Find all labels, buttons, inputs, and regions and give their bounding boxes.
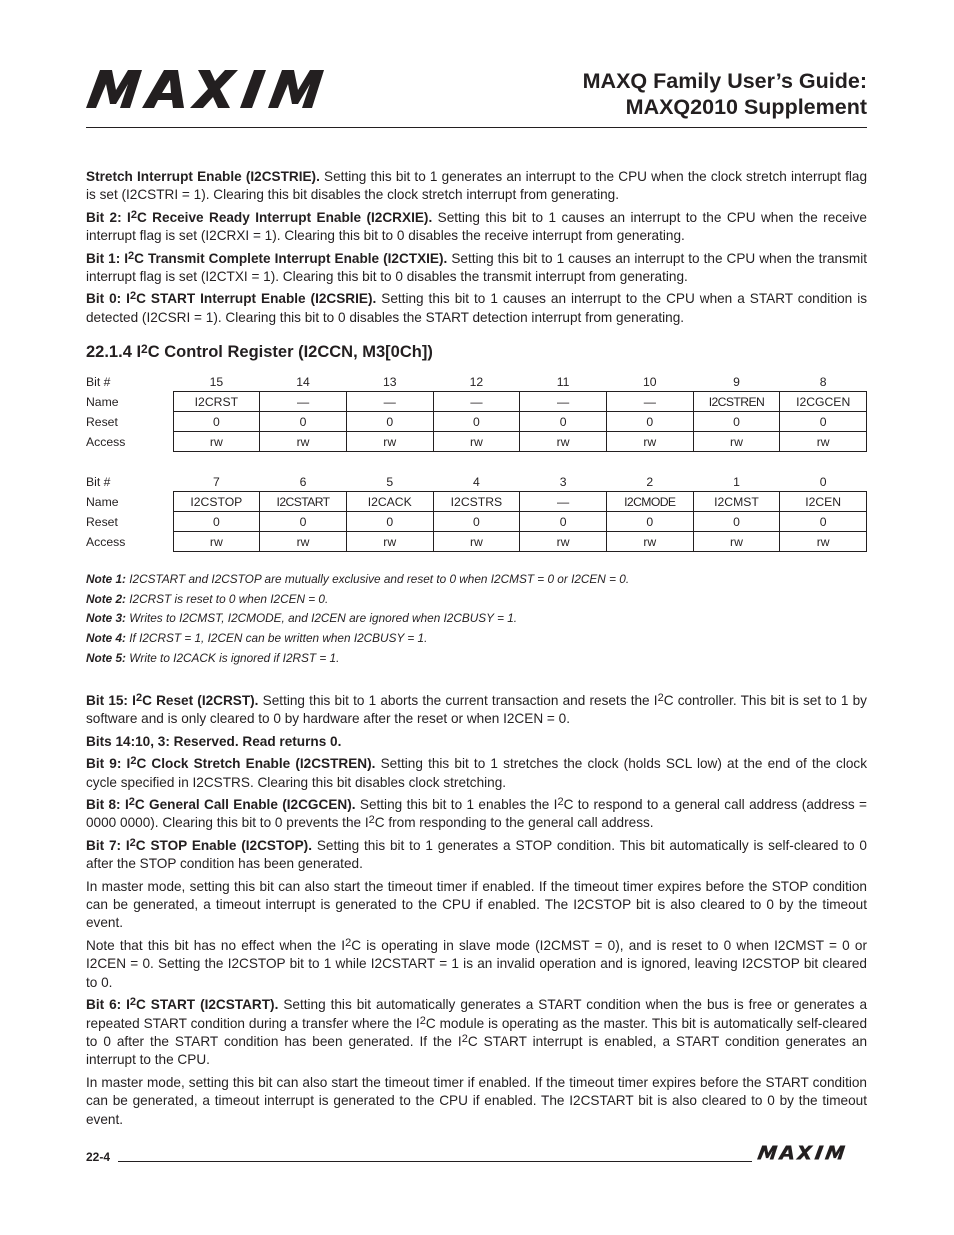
title-line-2: MAXQ2010 Supplement (625, 95, 867, 119)
access-value: rw (433, 532, 520, 552)
access-value: rw (780, 532, 867, 552)
row-label: Name (86, 394, 119, 409)
paragraph-lead: Stretch Interrupt Enable (I2CSTRIE). (86, 169, 320, 184)
bit-number: 13 (382, 374, 397, 389)
paragraph-bit6: Bit 6: $I^2C$ START (I2CSTART). Setting this bit automatically generates a START condition when the bus is free or generates a repeated START condition during a transfer where the $I^2C$ module is operating as the master. This bit is automatically self-cleared to 0 after the START condition has been generated. If the $I^2C$ START interrupt is enabled, a START condition generates an interrupt to the CPU. (86, 996, 868, 1068)
paragraph-lead: Bit 0: $I^2C$ START Interrupt Enable (I2CSRIE). (86, 290, 377, 307)
bit-name: — (346, 392, 433, 412)
row-label: Bit # (86, 374, 111, 389)
interrupt-enable-descriptions (86, 168, 867, 331)
bit-name: — (520, 392, 607, 412)
access-value: rw (693, 532, 780, 552)
row-label: Access (86, 434, 126, 449)
reset-row (86, 412, 867, 432)
paragraph-bit9: Bit 9: $I^2C$ Clock Stretch Enable (I2CSTREN). Setting this bit to 1 stretches the clock (holds SCL low) at the end of the clock cycle specified in I2CSTRS. Clearing this bit disables clock stretching. (86, 755, 868, 790)
bit-name: I2CMODE (606, 492, 693, 512)
register-table-lower (86, 472, 867, 552)
bit-number: 6 (299, 474, 307, 489)
bit-number: 2 (646, 474, 654, 489)
bit-name: I2CRST (173, 392, 260, 412)
bit-name: I2CSTRS (433, 492, 520, 512)
bit-name: I2CSTART (260, 492, 347, 512)
row-label: Reset (86, 414, 118, 429)
access-value: rw (520, 432, 607, 452)
reset-value: 0 (260, 412, 347, 432)
bit-descriptions (86, 692, 867, 1133)
access-value: rw (173, 432, 260, 452)
bit-number: 1 (733, 474, 740, 489)
bit-name: — (606, 392, 693, 412)
access-value: rw (260, 532, 347, 552)
paragraph-bit2 (86, 209, 867, 246)
register-table-upper (86, 372, 867, 452)
header-rule (86, 127, 867, 128)
bit-number: 12 (469, 374, 484, 389)
bit-number: 15 (209, 374, 224, 389)
bit-name: I2CMST (693, 492, 780, 512)
section-heading: 22.1.4 $I^2C$ Control Register (I2CCN, M3[0Ch]) (86, 342, 433, 361)
document-title (583, 68, 867, 120)
reset-value: 0 (780, 412, 867, 432)
bit-number: 3 (559, 474, 567, 489)
access-value: rw (606, 432, 693, 452)
reset-value: 0 (606, 512, 693, 532)
paragraph-bit1 (86, 250, 867, 287)
bit-name: I2CGCEN (780, 392, 867, 412)
bit-name: — (433, 392, 520, 412)
paragraph-bit6-timeout: In master mode, setting this bit can also start the timeout timer if enabled. If the timeout timer expires before the START condition can be generated, a timeout interrupt is generated to the CPU if enabled. The I2CSTART bit is also cleared to 0 by the timeout event. (86, 1074, 867, 1127)
reset-value: 0 (173, 412, 260, 432)
bit-number: 5 (386, 474, 394, 489)
paragraph-bit15: Bit 15: $I^2C$ Reset (I2CRST). Setting this bit to 1 aborts the current transaction and resets the $I^2C$ controller. This bit is set to 1 by software and is only cleared to 0 by hardware after the reset or when I2CEN = 0. (86, 692, 867, 727)
note-4: Note 4: If I2CRST = 1, I2CEN can be written when I2CBUSY = 1. (86, 631, 428, 646)
note-1: Note 1: I2CSTART and I2CSTOP are mutually exclusive and reset to 0 when I2CMST = 0 or I2CEN = 0. (86, 572, 630, 586)
paragraph-body: Setting this bit to 1 generates an interrupt to the CPU when the clock stretch interrupt flag is set (I2CSTRI = 1). Clearing this bit disables the clock stretch interrupt from generating. (86, 169, 868, 203)
note-5: Note 5: Write to I2CACK is ignored if I2RST = 1. (86, 650, 340, 665)
reset-value: 0 (433, 512, 520, 532)
paragraph-bit7: Bit 7: $I^2C$ STOP Enable (I2CSTOP). Setting this bit to 1 generates a STOP condition. This bit automatically is self-cleared to 0 after the STOP condition has been generated. (86, 836, 867, 872)
access-value: rw (260, 432, 347, 452)
bit-number-row (86, 472, 867, 492)
paragraph-lead: Bit 2: $I^2C$ Receive Ready Interrupt Enable (I2CRXIE). (86, 208, 433, 225)
reset-value: 0 (173, 512, 260, 532)
bit-name: — (260, 392, 347, 412)
reset-value: 0 (346, 412, 433, 432)
note-2: Note 2: I2CRST is reset to 0 when I2CEN = 0. (86, 591, 329, 606)
row-label: Reset (86, 514, 118, 529)
bit-number: 0 (819, 474, 827, 489)
paragraph-bit0 (86, 290, 867, 327)
reset-value: 0 (693, 412, 780, 432)
reset-value: 0 (606, 412, 693, 432)
footer-rule (118, 1161, 752, 1162)
bit-name: — (520, 492, 607, 512)
row-label: Bit # (86, 474, 111, 489)
reset-value: 0 (520, 412, 607, 432)
reset-value: 0 (693, 512, 780, 532)
name-row (86, 392, 867, 412)
paragraph-body: Setting this bit to 1 causes an interrupt to the CPU when the transmit interrupt flag is set (I2CTXI = 1). Clearing this bit to 0 disables the transmit interrupt from generating. (86, 250, 868, 285)
bit-name: I2CACK (346, 492, 433, 512)
bit-number: 9 (733, 374, 740, 389)
register-notes (86, 570, 629, 669)
access-row (86, 432, 867, 452)
maxim-logo (86, 70, 382, 108)
paragraph-i2cstrie (86, 168, 867, 205)
paragraph-body: Setting this bit to 1 causes an interrupt to the CPU when the receive interrupt flag is set (I2CRXI = 1). Clearing this bit to 0 disables the receive interrupt from generating. (86, 209, 867, 244)
paragraph-lead: Bit 1: $I^2C$ Transmit Complete Interrupt Enable (I2CTXIE). (86, 249, 448, 266)
access-value: rw (433, 432, 520, 452)
reset-value: 0 (260, 512, 347, 532)
paragraph-bit8: Bit 8: $I^2C$ General Call Enable (I2CGCEN). Setting this bit to 1 enables the $I^2C$ to respond to a general call address (address = 0000 0000). Clearing this bit to 0 prevents the $I^2C$ from responding to the general call address. (86, 796, 867, 831)
maxim-logo-footer (757, 1145, 867, 1160)
bit-number: 14 (296, 374, 310, 389)
paragraph-bit7-note: Note that this bit has no effect when the $I^2C$ is operating in slave mode (I2CMST = 0), and is reset to 0 when I2CMST = 0 or I2CEN = 0. Setting the I2CSTOP bit to 1 while I2CSTART = 1 is an invalid operation and is ignored, leaving I2CSTOP bit cleared to 0. (86, 936, 867, 990)
bit-number-row (86, 372, 867, 392)
title-line-1: MAXQ Family User’s Guide: (582, 69, 867, 93)
bit-number: 11 (556, 374, 570, 389)
reset-row (86, 512, 867, 532)
bit-name: I2CSTOP (173, 492, 260, 512)
name-row (86, 492, 867, 512)
bit-number: 4 (473, 474, 480, 489)
access-value: rw (693, 432, 780, 452)
reset-value: 0 (780, 512, 867, 532)
paragraph-bit7-timeout: In master mode, setting this bit can also start the timeout timer if enabled. If the timeout timer expires before the STOP condition can be generated, a timeout interrupt is generated to the CPU if enabled. The I2CSTOP bit is also cleared to 0 by the timeout event. (86, 878, 867, 931)
row-label: Access (86, 534, 126, 549)
paragraph-reserved: Bits 14:10, 3: Reserved. Read returns 0. (86, 733, 342, 749)
bit-number: 8 (819, 374, 827, 389)
reset-value: 0 (433, 412, 520, 432)
note-3: Note 3: Writes to I2CMST, I2CMODE, and I2CEN are ignored when I2CBUSY = 1. (86, 611, 518, 626)
access-value: rw (346, 532, 433, 552)
access-value: rw (173, 532, 260, 552)
access-value: rw (520, 532, 607, 552)
row-label: Name (86, 494, 119, 509)
paragraph-body: Setting this bit to 1 causes an interrupt to the CPU when a START condition is detected (I2CSRI = 1). Clearing this bit to 0 disables the START detection interrupt from generating. (86, 291, 868, 325)
access-value: rw (346, 432, 433, 452)
access-row (86, 532, 867, 552)
bit-number: 7 (212, 474, 220, 489)
access-value: rw (780, 432, 867, 452)
reset-value: 0 (346, 512, 433, 532)
bit-name: I2CEN (780, 492, 867, 512)
access-value: rw (606, 532, 693, 552)
bit-number: 10 (643, 374, 657, 389)
reset-value: 0 (520, 512, 607, 532)
bit-name: I2CSTREN (693, 392, 780, 412)
page-number: 22-4 (86, 1150, 111, 1164)
